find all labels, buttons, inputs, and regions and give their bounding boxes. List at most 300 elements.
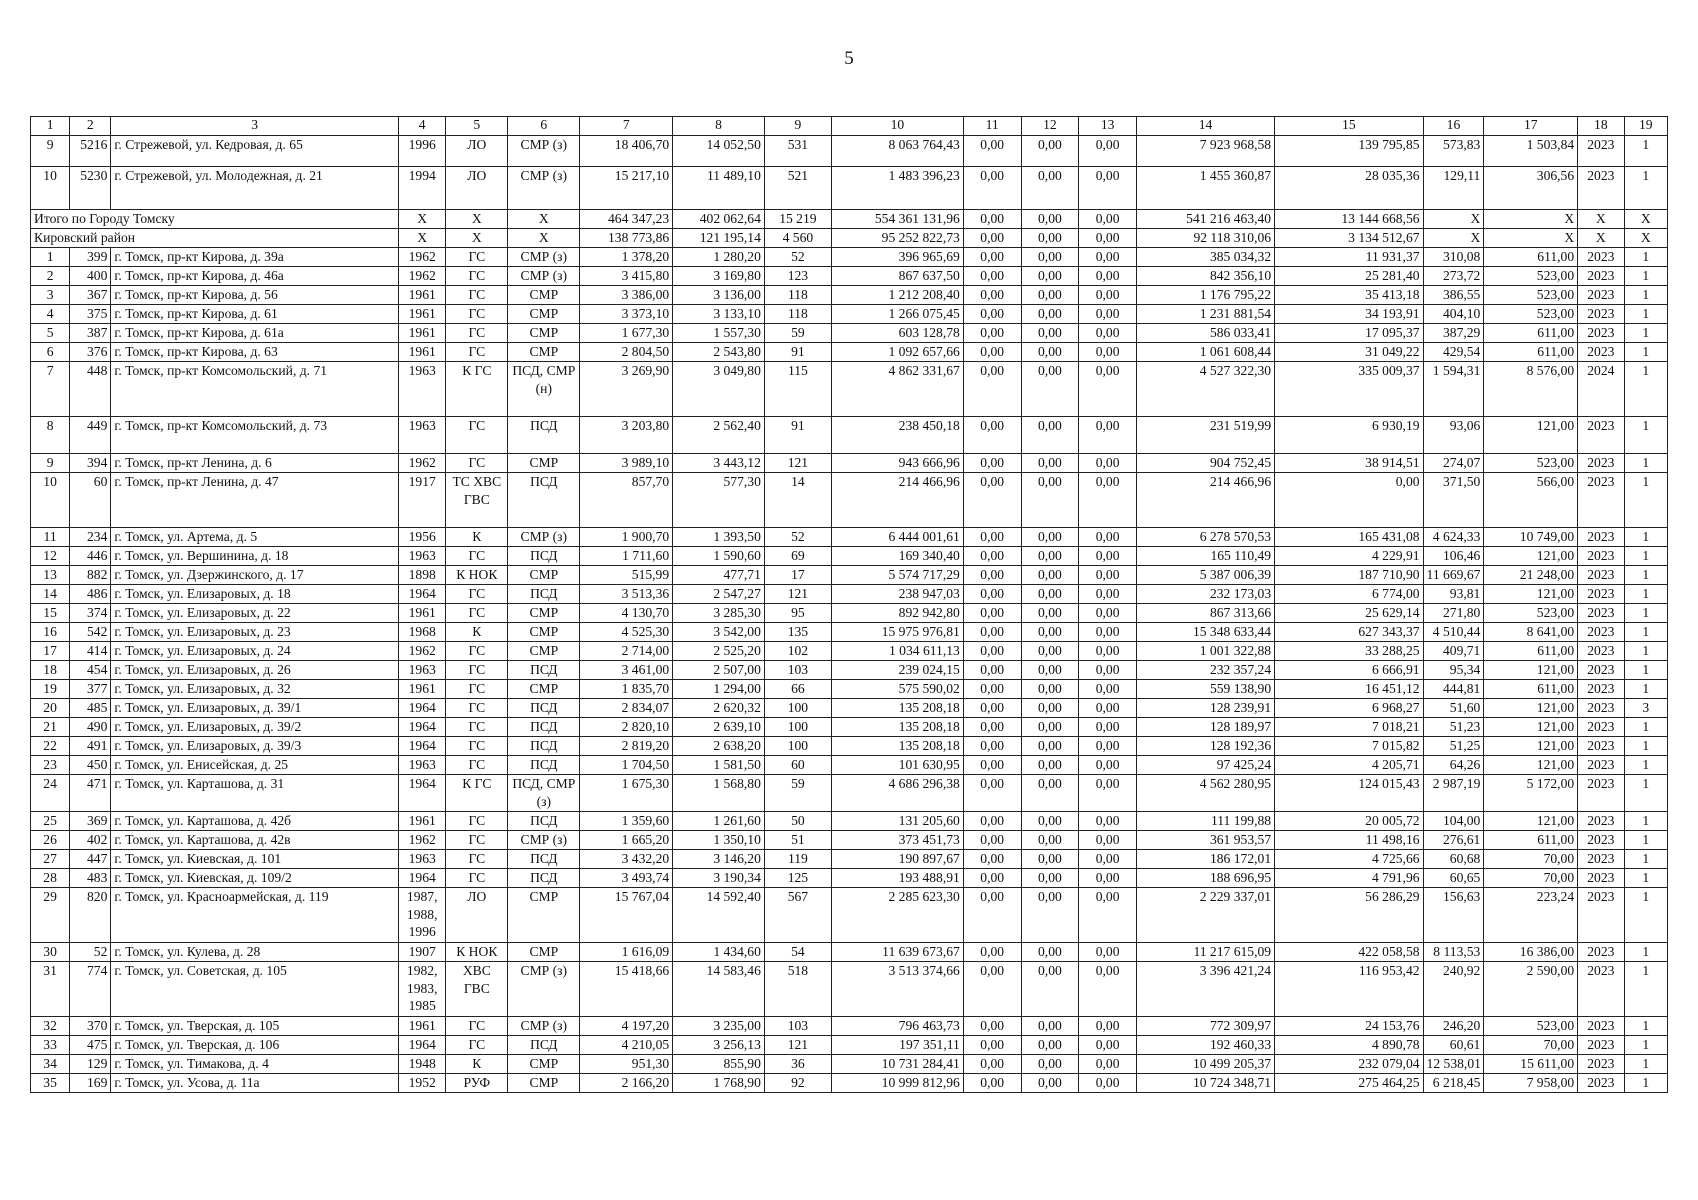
table-cell: 128 192,36 [1136,737,1274,756]
table-cell: 772 309,97 [1136,1017,1274,1036]
table-cell: 447 [70,850,111,869]
table-cell: СМР [508,642,580,661]
table-cell: 18 [31,661,70,680]
table-cell: 10 499 205,37 [1136,1055,1274,1074]
table-cell: 15 418,66 [580,962,673,1017]
table-cell: 121 [764,454,831,473]
table-cell: 2023 [1578,1017,1624,1036]
table-row [31,305,1668,324]
table-cell: 34 [31,1055,70,1074]
table-cell: 3 [1624,699,1667,718]
table-cell: 1 393,50 [673,528,765,547]
table-cell: 1 568,80 [673,775,765,812]
table-cell: 3 373,10 [580,305,673,324]
table-cell: 103 [764,661,831,680]
table-cell: 0,00 [963,362,1021,417]
table-cell: Х [1624,229,1667,248]
table-cell: 34 193,91 [1275,305,1423,324]
table-cell: 14 [764,473,831,528]
table-cell: 192 460,33 [1136,1036,1274,1055]
table-cell: ГС [446,286,508,305]
table-cell: 3 285,30 [673,604,765,623]
table-cell: 2023 [1578,812,1624,831]
table-cell: 0,00 [1021,473,1079,528]
table-cell: 0,00 [1021,362,1079,417]
table-cell: 2023 [1578,324,1624,343]
table-cell: 2023 [1578,850,1624,869]
table-cell: 100 [764,699,831,718]
table-cell: 404,10 [1423,305,1484,324]
table-cell: 0,00 [1079,812,1137,831]
table-cell: 139 795,85 [1275,136,1423,167]
table-row [31,286,1668,305]
table-cell: 0,00 [1079,1036,1137,1055]
table-cell: 1 176 795,22 [1136,286,1274,305]
table-cell: 611,00 [1484,831,1578,850]
table-cell: 0,00 [1021,417,1079,454]
table-cell: 399 [70,248,111,267]
table-cell: 19 [31,680,70,699]
table-cell: ПСД [508,699,580,718]
table-cell: 4 686 296,38 [831,775,963,812]
table-cell: 7 923 968,58 [1136,136,1274,167]
table-cell: 1962 [398,248,445,267]
table-cell: 6 [31,343,70,362]
table-cell: г. Томск, ул. Енисейская, д. 25 [111,756,399,775]
table-cell: 0,00 [1021,812,1079,831]
table-cell: СМР [508,943,580,962]
table-cell: 0,00 [1021,1017,1079,1036]
column-header: 2 [70,117,111,136]
table-cell: 92 118 310,06 [1136,229,1274,248]
table-cell: 1 [1624,1036,1667,1055]
table-cell: 1962 [398,454,445,473]
table-cell: 367 [70,286,111,305]
table-cell: 0,00 [1021,661,1079,680]
table-cell: 0,00 [1079,943,1137,962]
table-cell: 1 061 608,44 [1136,343,1274,362]
table-row [31,699,1668,718]
table-cell: 95 252 822,73 [831,229,963,248]
table-cell: 0,00 [1079,850,1137,869]
table-cell: 387 [70,324,111,343]
table-cell: 2023 [1578,267,1624,286]
table-cell: СМР [508,623,580,642]
table-cell: 1956 [398,528,445,547]
table-cell: 0,00 [963,566,1021,585]
table-cell: 4 791,96 [1275,869,1423,888]
table-cell: 25 281,40 [1275,267,1423,286]
table-cell: 1 231 881,54 [1136,305,1274,324]
table-cell: 138 773,86 [580,229,673,248]
table-cell: 1961 [398,604,445,623]
table-cell: 0,00 [963,943,1021,962]
table-cell: г. Стрежевой, ул. Молодежная, д. 21 [111,167,399,210]
table-cell: 121,00 [1484,585,1578,604]
table-cell: 1961 [398,680,445,699]
table-cell: 1 [1624,454,1667,473]
table-cell: 60,68 [1423,850,1484,869]
table-cell: 603 128,78 [831,324,963,343]
table-cell: г. Томск, ул. Советская, д. 105 [111,962,399,1017]
table-cell: СМР [508,1055,580,1074]
table-cell: 13 144 668,56 [1275,210,1423,229]
table-row [31,267,1668,286]
table-cell: 135 208,18 [831,718,963,737]
table-cell: ГС [446,343,508,362]
table-cell: 1 [1624,962,1667,1017]
table-cell: 11 669,67 [1423,566,1484,585]
table-cell: 2023 [1578,528,1624,547]
table-cell: 1 359,60 [580,812,673,831]
table-cell: 15 767,04 [580,888,673,943]
table-cell: 483 [70,869,111,888]
table-cell: 448 [70,362,111,417]
table-cell: 231 519,99 [1136,417,1274,454]
table-cell: 35 413,18 [1275,286,1423,305]
table-cell: 10 [31,167,70,210]
table-cell: 373 451,73 [831,831,963,850]
table-cell: 4 862 331,67 [831,362,963,417]
table-cell: 2 620,32 [673,699,765,718]
table-cell: ГС [446,850,508,869]
table-cell: 2 543,80 [673,343,765,362]
table-cell: 275 464,25 [1275,1074,1423,1093]
table-cell: 0,00 [1079,286,1137,305]
table-cell: 15 217,10 [580,167,673,210]
table-cell: 2023 [1578,1055,1624,1074]
table-cell: 6 968,27 [1275,699,1423,718]
table-cell: 70,00 [1484,850,1578,869]
table-cell: 1963 [398,417,445,454]
table-cell: 2023 [1578,680,1624,699]
table-cell: г. Томск, ул. Усова, д. 11а [111,1074,399,1093]
table-cell: 2023 [1578,473,1624,528]
table-cell: г. Томск, ул. Артема, д. 5 [111,528,399,547]
table-cell: 2 639,10 [673,718,765,737]
table-cell: ГС [446,267,508,286]
table-cell: ПСД, СМР (з) [508,775,580,812]
table-cell: 1 557,30 [673,324,765,343]
table-cell: 3 049,80 [673,362,765,417]
table-cell: г. Стрежевой, ул. Кедровая, д. 65 [111,136,399,167]
table-cell: 274,07 [1423,454,1484,473]
table-cell: 56 286,29 [1275,888,1423,943]
table-cell: 0,00 [1021,604,1079,623]
table-cell: 121,00 [1484,737,1578,756]
table-cell: 234 [70,528,111,547]
table-cell: 25 629,14 [1275,604,1423,623]
table-cell: 51,60 [1423,699,1484,718]
table-cell: СМР (з) [508,528,580,547]
table-cell: 121,00 [1484,547,1578,566]
table-cell: 1 [1624,324,1667,343]
table-row [31,718,1668,737]
table-cell: 577,30 [673,473,765,528]
table-cell: 796 463,73 [831,1017,963,1036]
table-cell: 21 [31,718,70,737]
table-cell: 92 [764,1074,831,1093]
table-cell: 1961 [398,812,445,831]
table-cell: 0,00 [963,642,1021,661]
table-cell: 882 [70,566,111,585]
table-cell: 5230 [70,167,111,210]
table-cell: 24 153,76 [1275,1017,1423,1036]
table-row [31,775,1668,812]
table-cell: ГС [446,305,508,324]
table-cell: 1 034 611,13 [831,642,963,661]
table-cell: 131 205,60 [831,812,963,831]
table-cell: 3 256,13 [673,1036,765,1055]
table-cell: 3 235,00 [673,1017,765,1036]
table-row [31,167,1668,210]
table-cell: г. Томск, пр-кт Ленина, д. 47 [111,473,399,528]
table-cell: ЛО [446,888,508,943]
table-cell: 3 461,00 [580,661,673,680]
table-cell: г. Томск, ул. Вершинина, д. 18 [111,547,399,566]
table-cell: ГС [446,547,508,566]
table-cell: 904 752,45 [1136,454,1274,473]
table-cell: ПСД [508,661,580,680]
table-cell: 60 [764,756,831,775]
table-cell: 1 768,90 [673,1074,765,1093]
table-cell: СМР (з) [508,248,580,267]
table-row [31,1036,1668,1055]
table-cell: 0,00 [1079,585,1137,604]
table-cell: СМР [508,454,580,473]
table-cell: 4 205,71 [1275,756,1423,775]
table-cell: 0,00 [1021,756,1079,775]
table-cell: 2023 [1578,547,1624,566]
table-cell: ГС [446,680,508,699]
table-cell: 2 714,00 [580,642,673,661]
table-cell: 0,00 [1021,642,1079,661]
table-cell: 2023 [1578,623,1624,642]
table-cell: 611,00 [1484,324,1578,343]
table-cell: 1968 [398,623,445,642]
table-cell: 2024 [1578,362,1624,417]
column-header: 12 [1021,117,1079,136]
table-cell: 214 466,96 [1136,473,1274,528]
table-cell: 15 611,00 [1484,1055,1578,1074]
table-cell: 369 [70,812,111,831]
table-cell: 4 725,66 [1275,850,1423,869]
table-cell: 8 063 764,43 [831,136,963,167]
table-cell: 1961 [398,324,445,343]
table-cell: 60,65 [1423,869,1484,888]
table-cell: 11 489,10 [673,167,765,210]
column-header: 9 [764,117,831,136]
table-row [31,850,1668,869]
table-cell: 857,70 [580,473,673,528]
table-cell: г. Томск, ул. Тверская, д. 106 [111,1036,399,1055]
table-cell: 0,00 [963,286,1021,305]
table-cell: 1952 [398,1074,445,1093]
table-cell: 1 [1624,1074,1667,1093]
table-cell: ПСД [508,547,580,566]
table-cell: 5 387 006,39 [1136,566,1274,585]
table-cell: 371,50 [1423,473,1484,528]
table-cell: К НОК [446,566,508,585]
table-cell: 2023 [1578,888,1624,943]
table-cell: 121 [764,585,831,604]
table-cell: ТС ХВС ГВС [446,473,508,528]
table-cell: 464 347,23 [580,210,673,229]
table-cell: 0,00 [1079,623,1137,642]
table-cell: 2023 [1578,454,1624,473]
table-cell: ЛО [446,167,508,210]
table-cell: 4 [31,305,70,324]
table-cell: 2023 [1578,718,1624,737]
table-cell: 1 [1624,305,1667,324]
table-cell: 2 819,20 [580,737,673,756]
table-cell: 1 [1624,775,1667,812]
table-cell: 1962 [398,267,445,286]
table-cell: 2023 [1578,831,1624,850]
table-cell: 0,00 [963,547,1021,566]
table-cell: 1 [1624,1055,1667,1074]
table-cell: 3 269,90 [580,362,673,417]
table-cell: 1 [1624,566,1667,585]
column-header: 8 [673,117,765,136]
table-cell: Х [1423,210,1484,229]
table-cell: 471 [70,775,111,812]
table-cell: ЛО [446,136,508,167]
table-cell: 100 [764,718,831,737]
table-cell: г. Томск, ул. Елизаровых, д. 39/2 [111,718,399,737]
table-cell: 197 351,11 [831,1036,963,1055]
table-cell: г. Томск, ул. Елизаровых, д. 26 [111,661,399,680]
table-cell: ПСД [508,812,580,831]
table-cell: 6 218,45 [1423,1074,1484,1093]
table-cell: 240,92 [1423,962,1484,1017]
table-cell: 521 [764,167,831,210]
table-cell: 2023 [1578,136,1624,167]
table-cell: 1 434,60 [673,943,765,962]
table-cell: 5 [31,324,70,343]
table-cell: г. Томск, ул. Елизаровых, д. 39/1 [111,699,399,718]
table-cell: 1 900,70 [580,528,673,547]
table-cell: 0,00 [1079,362,1137,417]
table-cell: 232 173,03 [1136,585,1274,604]
table-cell: 0,00 [1079,699,1137,718]
table-cell: 129,11 [1423,167,1484,210]
table-cell: г. Томск, ул. Елизаровых, д. 32 [111,680,399,699]
table-cell: 0,00 [1275,473,1423,528]
table-cell: 12 [31,547,70,566]
table-cell: 0,00 [963,680,1021,699]
table-row [31,756,1668,775]
table-cell: 1 [1624,680,1667,699]
table-cell: 4 624,33 [1423,528,1484,547]
table-cell: 4 130,70 [580,604,673,623]
table-cell: 271,80 [1423,604,1484,623]
table-cell: ГС [446,699,508,718]
table-cell: 2023 [1578,566,1624,585]
table-cell: 3 134 512,67 [1275,229,1423,248]
table-cell: ПСД, СМР (н) [508,362,580,417]
table-cell: 3 443,12 [673,454,765,473]
table-cell: г. Томск, ул. Карташова, д. 42в [111,831,399,850]
table-cell: 0,00 [1079,775,1137,812]
table-cell: 1963 [398,362,445,417]
table-cell: 523,00 [1484,267,1578,286]
table-cell: 0,00 [1079,248,1137,267]
table-cell: 1 665,20 [580,831,673,850]
table-cell: 414 [70,642,111,661]
table-cell: 3 513,36 [580,585,673,604]
table-cell: 310,08 [1423,248,1484,267]
table-cell: ГС [446,812,508,831]
table-total-row [31,210,1668,229]
table-cell: 0,00 [1021,888,1079,943]
table-row [31,831,1668,850]
table-cell: 1 [1624,528,1667,547]
table-cell: ГС [446,869,508,888]
table-row [31,248,1668,267]
table-cell: СМР [508,324,580,343]
table-cell: СМР [508,343,580,362]
table-cell: 0,00 [963,1017,1021,1036]
table-cell: 193 488,91 [831,869,963,888]
table-cell: 18 406,70 [580,136,673,167]
table-cell: 477,71 [673,566,765,585]
table-cell: 475 [70,1036,111,1055]
table-cell: 0,00 [963,167,1021,210]
table-cell: Х [446,210,508,229]
table-cell: 1 616,09 [580,943,673,962]
table-cell: 335 009,37 [1275,362,1423,417]
table-cell: 9 [31,136,70,167]
table-cell: 394 [70,454,111,473]
table-cell: 1962 [398,642,445,661]
table-cell: СМР (з) [508,267,580,286]
table-cell: г. Томск, пр-кт Кирова, д. 61 [111,305,399,324]
table-cell: 429,54 [1423,343,1484,362]
table-cell: 12 538,01 [1423,1055,1484,1074]
table-cell: 33 288,25 [1275,642,1423,661]
table-row [31,324,1668,343]
table-cell: 374 [70,604,111,623]
table-cell: 0,00 [1021,850,1079,869]
table-cell: 128 189,97 [1136,718,1274,737]
table-cell: 0,00 [963,756,1021,775]
table-cell: СМР (з) [508,962,580,1017]
column-header: 3 [111,117,399,136]
table-cell: 1 [1624,812,1667,831]
table-cell: 0,00 [1079,888,1137,943]
table-cell: 0,00 [1079,1017,1137,1036]
table-cell: 0,00 [1021,831,1079,850]
table-cell: 820 [70,888,111,943]
table-cell: 1 581,50 [673,756,765,775]
table-cell: 491 [70,737,111,756]
table-cell: ГС [446,324,508,343]
table-cell: 523,00 [1484,286,1578,305]
table-cell: 2023 [1578,943,1624,962]
table-cell: 17 [31,642,70,661]
table-cell: 611,00 [1484,642,1578,661]
table-cell: 0,00 [1079,167,1137,210]
column-header: 18 [1578,117,1624,136]
table-cell: 3 396 421,24 [1136,962,1274,1017]
table-cell: 15 348 633,44 [1136,623,1274,642]
table-cell: 0,00 [1079,1074,1137,1093]
table-cell: 490 [70,718,111,737]
table-cell: 0,00 [1079,417,1137,454]
table-cell: 2 834,07 [580,699,673,718]
column-header: 17 [1484,117,1578,136]
